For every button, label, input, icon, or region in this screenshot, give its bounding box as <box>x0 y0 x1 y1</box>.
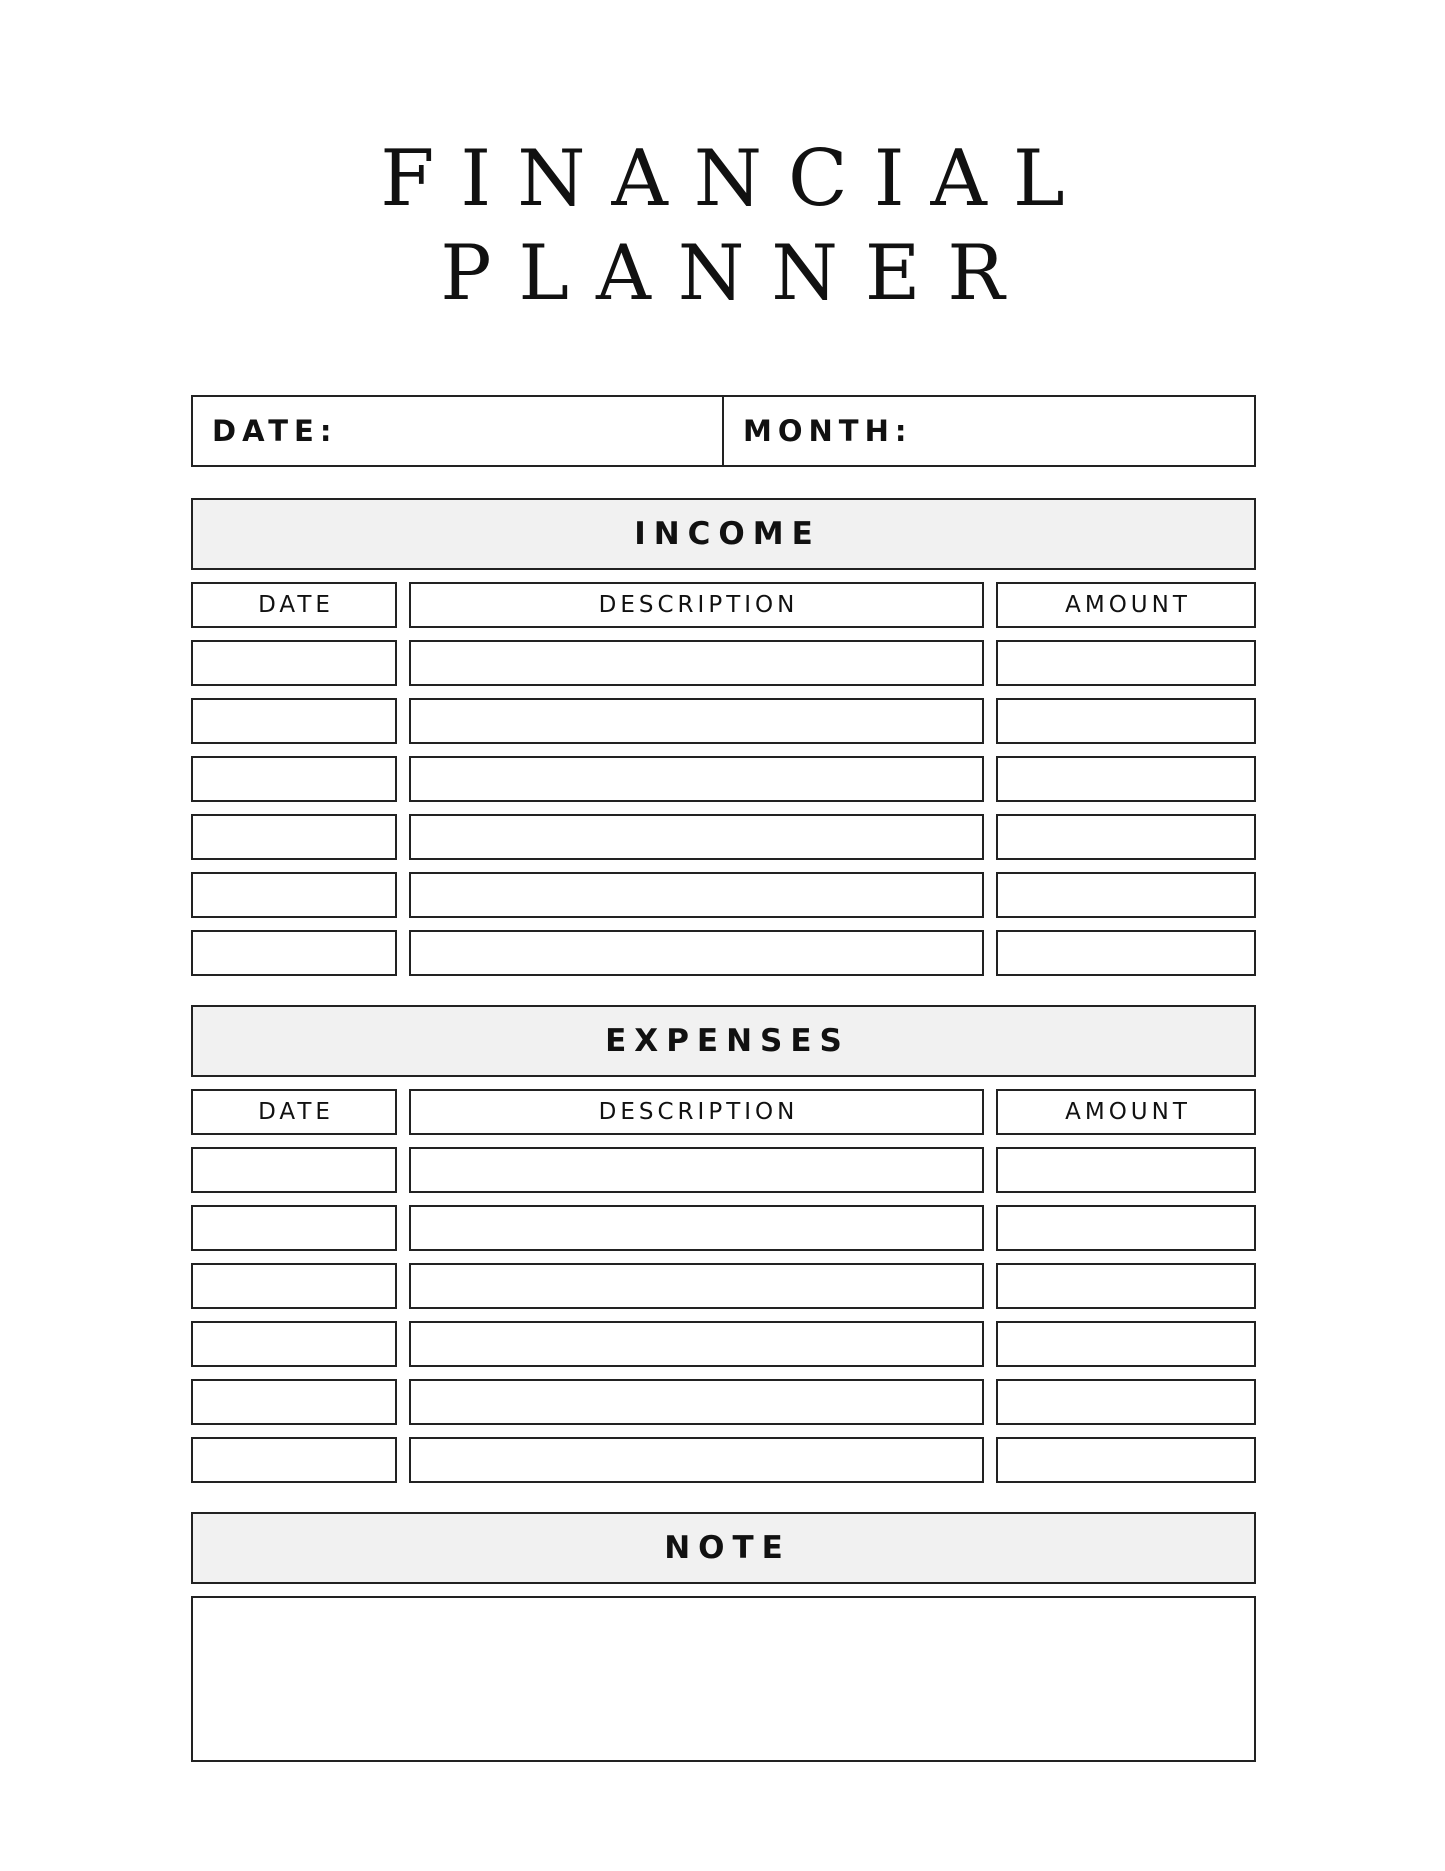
expenses-description-cell[interactable] <box>409 1263 984 1309</box>
income-amount-cell[interactable] <box>996 872 1256 918</box>
expenses-date-cell[interactable] <box>191 1263 397 1309</box>
income-date-cell[interactable] <box>191 814 397 860</box>
income-date-cell[interactable] <box>191 930 397 976</box>
expenses-date-cell[interactable] <box>191 1147 397 1193</box>
expenses-description-cell[interactable] <box>409 1205 984 1251</box>
expenses-amount-cell[interactable] <box>996 1379 1256 1425</box>
income-column-header-description: DESCRIPTION <box>409 582 984 628</box>
expenses-amount-cell[interactable] <box>996 1321 1256 1367</box>
income-amount-cell[interactable] <box>996 756 1256 802</box>
expenses-column-header-date: DATE <box>191 1089 397 1135</box>
expenses-amount-cell[interactable] <box>996 1147 1256 1193</box>
month-field[interactable] <box>923 397 1253 465</box>
income-description-cell[interactable] <box>409 872 984 918</box>
income-description-cell[interactable] <box>409 640 984 686</box>
income-header: INCOME <box>191 498 1256 570</box>
income-date-cell[interactable] <box>191 756 397 802</box>
date-field[interactable] <box>343 397 713 465</box>
income-column-header-amount: AMOUNT <box>996 582 1256 628</box>
income-date-cell[interactable] <box>191 698 397 744</box>
note-area[interactable] <box>191 1596 1256 1762</box>
expenses-date-cell[interactable] <box>191 1205 397 1251</box>
income-column-header-date: DATE <box>191 582 397 628</box>
expenses-description-cell[interactable] <box>409 1379 984 1425</box>
income-amount-cell[interactable] <box>996 640 1256 686</box>
title-line-financial: FINANCIAL <box>380 134 1091 224</box>
note-header: NOTE <box>191 1512 1256 1584</box>
income-description-cell[interactable] <box>409 756 984 802</box>
income-date-cell[interactable] <box>191 640 397 686</box>
income-description-cell[interactable] <box>409 814 984 860</box>
expenses-description-cell[interactable] <box>409 1147 984 1193</box>
date-month-divider <box>722 397 724 465</box>
expenses-column-header-amount: AMOUNT <box>996 1089 1256 1135</box>
expenses-amount-cell[interactable] <box>996 1205 1256 1251</box>
expenses-amount-cell[interactable] <box>996 1263 1256 1309</box>
expenses-description-cell[interactable] <box>409 1437 984 1483</box>
title-line-planner: PLANNER <box>440 228 1032 317</box>
expenses-amount-cell[interactable] <box>996 1437 1256 1483</box>
income-amount-cell[interactable] <box>996 814 1256 860</box>
date-label: DATE: <box>212 414 338 448</box>
income-description-cell[interactable] <box>409 698 984 744</box>
expenses-date-cell[interactable] <box>191 1437 397 1483</box>
income-description-cell[interactable] <box>409 930 984 976</box>
income-amount-cell[interactable] <box>996 930 1256 976</box>
expenses-header: EXPENSES <box>191 1005 1256 1077</box>
income-date-cell[interactable] <box>191 872 397 918</box>
expenses-date-cell[interactable] <box>191 1379 397 1425</box>
date-month-box <box>191 395 1256 467</box>
expenses-description-cell[interactable] <box>409 1321 984 1367</box>
income-amount-cell[interactable] <box>996 698 1256 744</box>
month-label: MONTH: <box>743 414 913 448</box>
expenses-date-cell[interactable] <box>191 1321 397 1367</box>
expenses-column-header-description: DESCRIPTION <box>409 1089 984 1135</box>
